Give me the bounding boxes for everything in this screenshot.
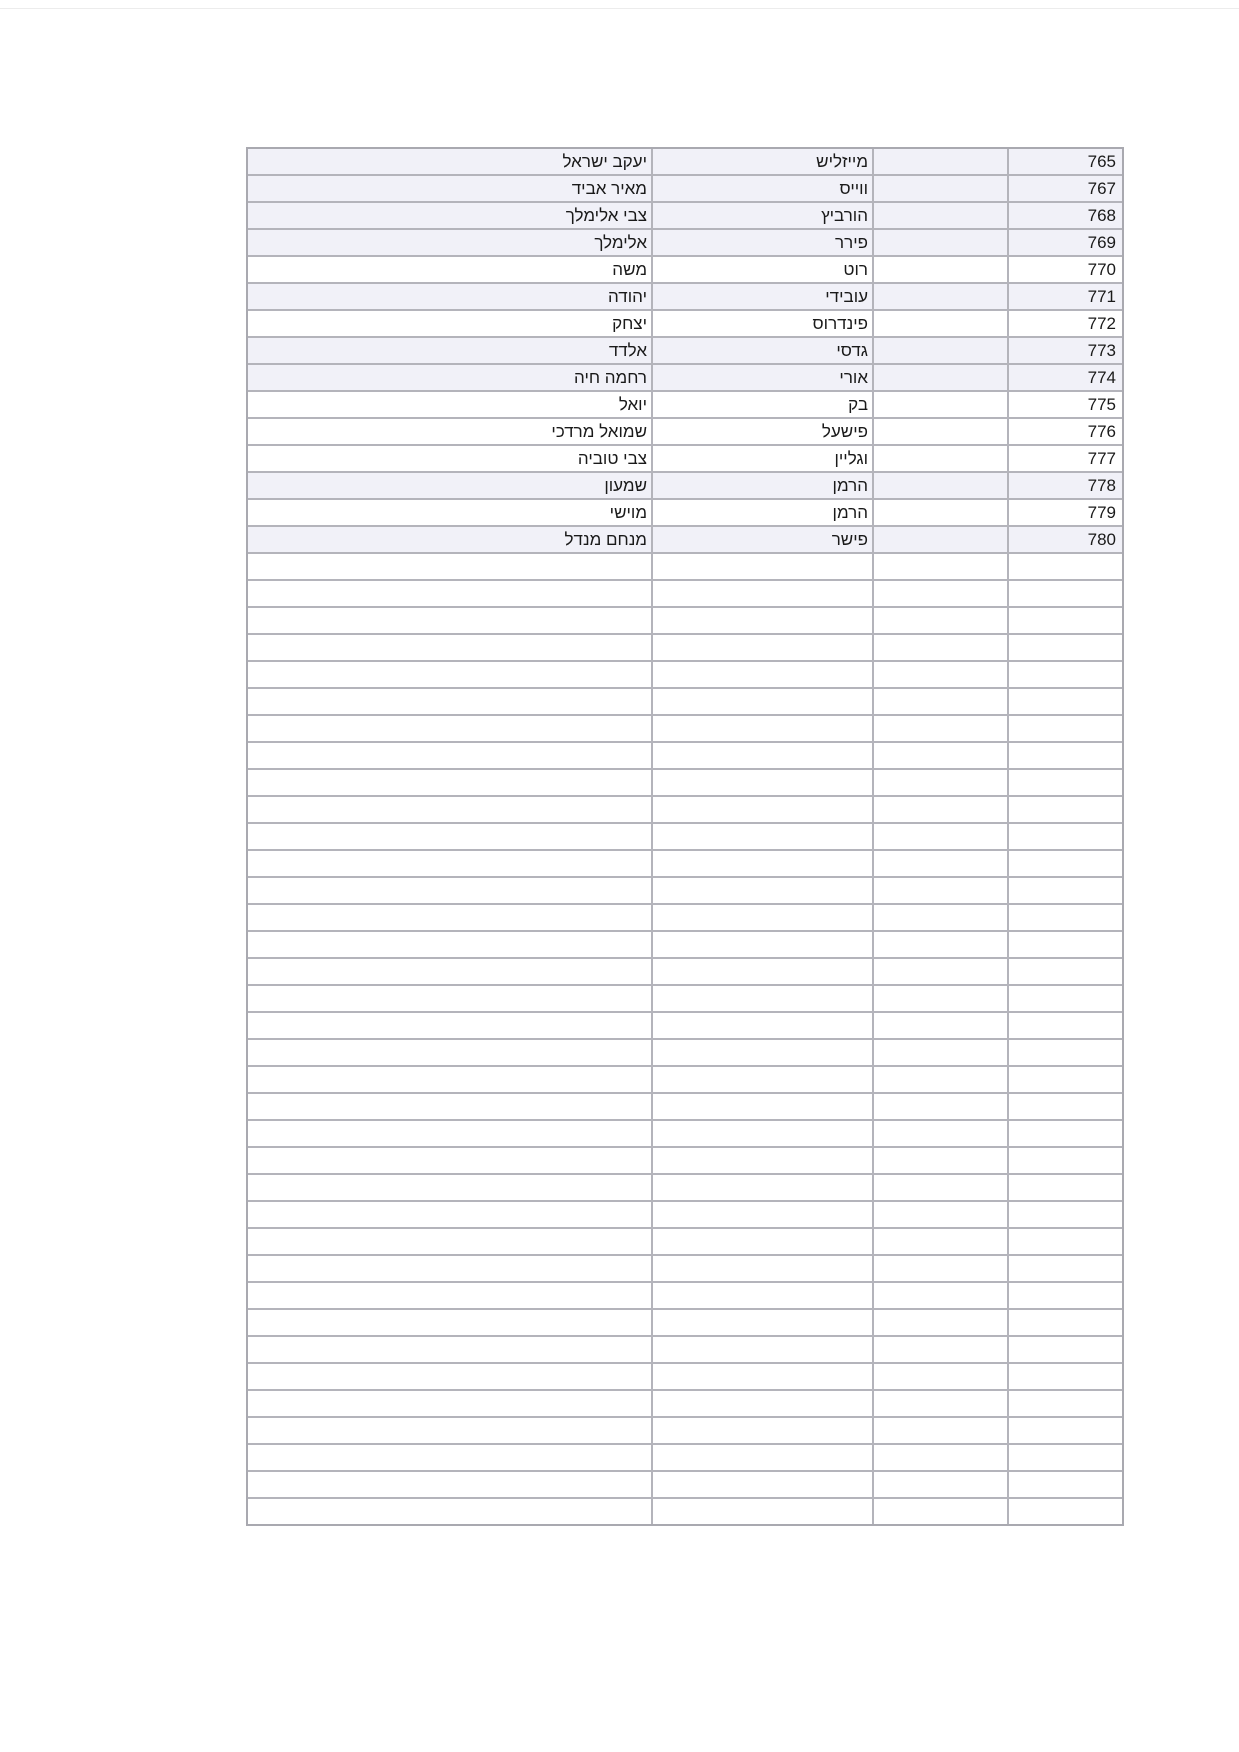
cell-given-name: אלדד [248, 338, 651, 365]
cell-surname-empty [651, 1337, 872, 1364]
cell-blank-empty [872, 608, 1007, 635]
cell-blank-empty [872, 554, 1007, 581]
cell-given-name-empty [248, 1148, 651, 1175]
cell-number-empty [1007, 1256, 1122, 1283]
table-row [248, 392, 1122, 419]
cell-given-name-empty [248, 608, 651, 635]
table-row [248, 527, 1122, 554]
empty-table-row [248, 824, 1122, 851]
cell-given-name-empty [248, 554, 651, 581]
table-row [248, 203, 1122, 230]
cell-given-name-empty [248, 1283, 651, 1310]
cell-number: 767 [1007, 176, 1122, 203]
cell-given-name-empty [248, 1418, 651, 1445]
cell-surname: פירר [651, 230, 872, 257]
cell-number-empty [1007, 1337, 1122, 1364]
empty-table-row [248, 1256, 1122, 1283]
cell-surname-empty [651, 1040, 872, 1067]
table-row [248, 419, 1122, 446]
cell-blank-empty [872, 932, 1007, 959]
cell-blank-empty [872, 851, 1007, 878]
cell-given-name: צבי אלימלך [248, 203, 651, 230]
table-row [248, 284, 1122, 311]
cell-surname: הרמן [651, 473, 872, 500]
cell-surname-empty [651, 581, 872, 608]
cell-number-empty [1007, 1499, 1122, 1524]
cell-blank-empty [872, 1310, 1007, 1337]
empty-table-row [248, 959, 1122, 986]
cell-blank-empty [872, 959, 1007, 986]
empty-table-row [248, 986, 1122, 1013]
cell-blank-empty [872, 1337, 1007, 1364]
cell-blank-empty [872, 1229, 1007, 1256]
table-row [248, 176, 1122, 203]
cell-number-empty [1007, 1445, 1122, 1472]
table-row [248, 473, 1122, 500]
cell-surname: רוט [651, 257, 872, 284]
cell-number: 771 [1007, 284, 1122, 311]
cell-number-empty [1007, 1175, 1122, 1202]
cell-number: 778 [1007, 473, 1122, 500]
cell-blank [872, 338, 1007, 365]
cell-surname-empty [651, 1418, 872, 1445]
cell-surname-empty [651, 797, 872, 824]
empty-table-row [248, 1202, 1122, 1229]
cell-number-empty [1007, 1283, 1122, 1310]
cell-blank-empty [872, 1202, 1007, 1229]
cell-given-name: מאיר אביד [248, 176, 651, 203]
cell-number-empty [1007, 1418, 1122, 1445]
cell-blank-empty [872, 1013, 1007, 1040]
empty-table-row [248, 851, 1122, 878]
empty-table-row [248, 1229, 1122, 1256]
table-row [248, 230, 1122, 257]
cell-number-empty [1007, 635, 1122, 662]
empty-table-row [248, 608, 1122, 635]
cell-surname-empty [651, 1175, 872, 1202]
cell-number-empty [1007, 743, 1122, 770]
cell-given-name: רחמה חיה [248, 365, 651, 392]
cell-surname-empty [651, 1067, 872, 1094]
cell-number: 774 [1007, 365, 1122, 392]
empty-table-row [248, 905, 1122, 932]
cell-number-empty [1007, 581, 1122, 608]
cell-blank-empty [872, 1148, 1007, 1175]
cell-given-name-empty [248, 1472, 651, 1499]
empty-table-row [248, 770, 1122, 797]
cell-given-name: מוישי [248, 500, 651, 527]
empty-table-row [248, 1175, 1122, 1202]
cell-given-name-empty [248, 1013, 651, 1040]
table-row [248, 149, 1122, 176]
cell-surname: עובידי [651, 284, 872, 311]
cell-number-empty [1007, 1148, 1122, 1175]
cell-surname-empty [651, 824, 872, 851]
cell-number-empty [1007, 1310, 1122, 1337]
cell-surname: הורביץ [651, 203, 872, 230]
cell-blank-empty [872, 770, 1007, 797]
cell-given-name-empty [248, 1229, 651, 1256]
cell-given-name-empty [248, 1499, 651, 1524]
cell-surname-empty [651, 1499, 872, 1524]
cell-surname-empty [651, 1391, 872, 1418]
cell-surname-empty [651, 932, 872, 959]
cell-blank-empty [872, 1283, 1007, 1310]
cell-blank-empty [872, 878, 1007, 905]
cell-number-empty [1007, 986, 1122, 1013]
cell-blank [872, 392, 1007, 419]
cell-given-name-empty [248, 1067, 651, 1094]
cell-surname-empty [651, 554, 872, 581]
cell-number: 779 [1007, 500, 1122, 527]
cell-surname: פינדרוס [651, 311, 872, 338]
cell-number: 780 [1007, 527, 1122, 554]
cell-given-name-empty [248, 716, 651, 743]
cell-blank-empty [872, 797, 1007, 824]
cell-blank [872, 311, 1007, 338]
cell-blank [872, 203, 1007, 230]
cell-blank [872, 500, 1007, 527]
table-row [248, 500, 1122, 527]
cell-surname: פישר [651, 527, 872, 554]
cell-given-name: משה [248, 257, 651, 284]
cell-blank-empty [872, 824, 1007, 851]
cell-given-name-empty [248, 581, 651, 608]
cell-blank-empty [872, 1175, 1007, 1202]
cell-given-name-empty [248, 1121, 651, 1148]
cell-blank-empty [872, 689, 1007, 716]
cell-surname-empty [651, 716, 872, 743]
cell-given-name-empty [248, 824, 651, 851]
cell-blank-empty [872, 1418, 1007, 1445]
cell-number-empty [1007, 797, 1122, 824]
cell-surname-empty [651, 689, 872, 716]
empty-table-row [248, 1310, 1122, 1337]
empty-table-row [248, 1391, 1122, 1418]
empty-table-row [248, 1121, 1122, 1148]
cell-blank-empty [872, 1472, 1007, 1499]
cell-number: 776 [1007, 419, 1122, 446]
cell-number: 777 [1007, 446, 1122, 473]
cell-surname-empty [651, 662, 872, 689]
page-top-edge [0, 8, 1239, 9]
empty-table-row [248, 716, 1122, 743]
cell-number: 775 [1007, 392, 1122, 419]
cell-number-empty [1007, 1391, 1122, 1418]
cell-given-name-empty [248, 932, 651, 959]
empty-table-row [248, 1283, 1122, 1310]
cell-blank-empty [872, 1256, 1007, 1283]
cell-surname-empty [651, 1283, 872, 1310]
cell-number-empty [1007, 905, 1122, 932]
cell-surname-empty [651, 1256, 872, 1283]
cell-surname: וגליין [651, 446, 872, 473]
cell-surname-empty [651, 1121, 872, 1148]
cell-given-name-empty [248, 986, 651, 1013]
cell-blank-empty [872, 1499, 1007, 1524]
table-row [248, 365, 1122, 392]
cell-surname-empty [651, 608, 872, 635]
cell-blank-empty [872, 986, 1007, 1013]
cell-surname-empty [651, 1472, 872, 1499]
cell-given-name-empty [248, 1391, 651, 1418]
empty-table-row [248, 1364, 1122, 1391]
cell-number-empty [1007, 689, 1122, 716]
table-row [248, 257, 1122, 284]
cell-given-name-empty [248, 905, 651, 932]
cell-surname-empty [651, 986, 872, 1013]
cell-given-name-empty [248, 635, 651, 662]
empty-table-row [248, 743, 1122, 770]
cell-blank-empty [872, 662, 1007, 689]
empty-table-row [248, 1094, 1122, 1121]
cell-given-name-empty [248, 959, 651, 986]
empty-table-row [248, 932, 1122, 959]
name-list-table [248, 149, 1122, 1524]
cell-blank-empty [872, 716, 1007, 743]
cell-blank-empty [872, 1067, 1007, 1094]
cell-number-empty [1007, 770, 1122, 797]
cell-surname-empty [651, 743, 872, 770]
cell-given-name-empty [248, 662, 651, 689]
cell-number-empty [1007, 1202, 1122, 1229]
empty-table-row [248, 1067, 1122, 1094]
cell-given-name-empty [248, 1202, 651, 1229]
cell-given-name-empty [248, 1256, 651, 1283]
cell-surname-empty [651, 851, 872, 878]
cell-blank [872, 527, 1007, 554]
cell-given-name: מנחם מנדל [248, 527, 651, 554]
cell-given-name: צבי טוביה [248, 446, 651, 473]
empty-table-row [248, 1337, 1122, 1364]
cell-number-empty [1007, 851, 1122, 878]
cell-number-empty [1007, 824, 1122, 851]
cell-blank [872, 257, 1007, 284]
cell-given-name-empty [248, 797, 651, 824]
empty-table-row [248, 554, 1122, 581]
cell-number: 770 [1007, 257, 1122, 284]
cell-blank-empty [872, 1445, 1007, 1472]
cell-number-empty [1007, 932, 1122, 959]
cell-given-name-empty [248, 851, 651, 878]
cell-surname-empty [651, 1202, 872, 1229]
cell-blank [872, 176, 1007, 203]
cell-number-empty [1007, 716, 1122, 743]
cell-given-name-empty [248, 770, 651, 797]
cell-blank-empty [872, 581, 1007, 608]
table-row [248, 311, 1122, 338]
empty-table-row [248, 1499, 1122, 1524]
cell-blank-empty [872, 743, 1007, 770]
cell-blank [872, 419, 1007, 446]
cell-number-empty [1007, 1121, 1122, 1148]
cell-surname: אורי [651, 365, 872, 392]
cell-given-name-empty [248, 1445, 651, 1472]
cell-blank [872, 473, 1007, 500]
cell-blank [872, 149, 1007, 176]
cell-number-empty [1007, 1229, 1122, 1256]
cell-number-empty [1007, 662, 1122, 689]
cell-given-name-empty [248, 1364, 651, 1391]
cell-blank-empty [872, 1391, 1007, 1418]
empty-table-row [248, 797, 1122, 824]
name-list-sheet [246, 147, 1124, 1526]
empty-table-row [248, 878, 1122, 905]
cell-surname-empty [651, 1229, 872, 1256]
cell-given-name: יצחק [248, 311, 651, 338]
cell-blank [872, 230, 1007, 257]
cell-given-name: יהודה [248, 284, 651, 311]
cell-surname-empty [651, 905, 872, 932]
cell-surname-empty [651, 1310, 872, 1337]
cell-blank-empty [872, 1364, 1007, 1391]
empty-table-row [248, 1013, 1122, 1040]
empty-table-row [248, 662, 1122, 689]
cell-blank [872, 284, 1007, 311]
cell-blank-empty [872, 1094, 1007, 1121]
cell-number-empty [1007, 608, 1122, 635]
cell-given-name-empty [248, 689, 651, 716]
cell-given-name-empty [248, 1094, 651, 1121]
cell-given-name: אלימלך [248, 230, 651, 257]
cell-number: 765 [1007, 149, 1122, 176]
empty-table-row [248, 635, 1122, 662]
cell-number: 769 [1007, 230, 1122, 257]
cell-given-name-empty [248, 1310, 651, 1337]
empty-table-row [248, 1418, 1122, 1445]
empty-table-row [248, 1148, 1122, 1175]
cell-blank [872, 446, 1007, 473]
cell-number-empty [1007, 554, 1122, 581]
empty-table-row [248, 1445, 1122, 1472]
cell-surname-empty [651, 878, 872, 905]
cell-surname-empty [651, 635, 872, 662]
empty-table-row [248, 1040, 1122, 1067]
cell-given-name-empty [248, 1337, 651, 1364]
cell-blank-empty [872, 635, 1007, 662]
cell-given-name-empty [248, 1040, 651, 1067]
cell-surname-empty [651, 1013, 872, 1040]
cell-given-name-empty [248, 878, 651, 905]
cell-surname-empty [651, 1364, 872, 1391]
cell-number-empty [1007, 1094, 1122, 1121]
cell-surname: פישעל [651, 419, 872, 446]
cell-given-name-empty [248, 743, 651, 770]
cell-number: 768 [1007, 203, 1122, 230]
table-row [248, 338, 1122, 365]
cell-given-name: שמואל מרדכי [248, 419, 651, 446]
cell-blank-empty [872, 1040, 1007, 1067]
cell-number-empty [1007, 1364, 1122, 1391]
cell-given-name: יעקב ישראל [248, 149, 651, 176]
empty-table-row [248, 1472, 1122, 1499]
name-list-body [248, 149, 1122, 1524]
cell-number-empty [1007, 1067, 1122, 1094]
cell-blank-empty [872, 1121, 1007, 1148]
cell-surname: ווייס [651, 176, 872, 203]
cell-number: 772 [1007, 311, 1122, 338]
cell-number-empty [1007, 878, 1122, 905]
cell-surname: בק [651, 392, 872, 419]
cell-number-empty [1007, 1013, 1122, 1040]
cell-number-empty [1007, 959, 1122, 986]
cell-number-empty [1007, 1040, 1122, 1067]
cell-surname: הרמן [651, 500, 872, 527]
cell-given-name-empty [248, 1175, 651, 1202]
cell-blank-empty [872, 905, 1007, 932]
empty-table-row [248, 689, 1122, 716]
cell-surname-empty [651, 770, 872, 797]
cell-blank [872, 365, 1007, 392]
table-row [248, 446, 1122, 473]
cell-surname-empty [651, 1094, 872, 1121]
cell-surname-empty [651, 1148, 872, 1175]
empty-table-row [248, 581, 1122, 608]
cell-surname: מייזליש [651, 149, 872, 176]
cell-surname-empty [651, 1445, 872, 1472]
cell-surname-empty [651, 959, 872, 986]
cell-given-name: שמעון [248, 473, 651, 500]
cell-given-name: יואל [248, 392, 651, 419]
cell-surname: גדסי [651, 338, 872, 365]
cell-number-empty [1007, 1472, 1122, 1499]
cell-number: 773 [1007, 338, 1122, 365]
